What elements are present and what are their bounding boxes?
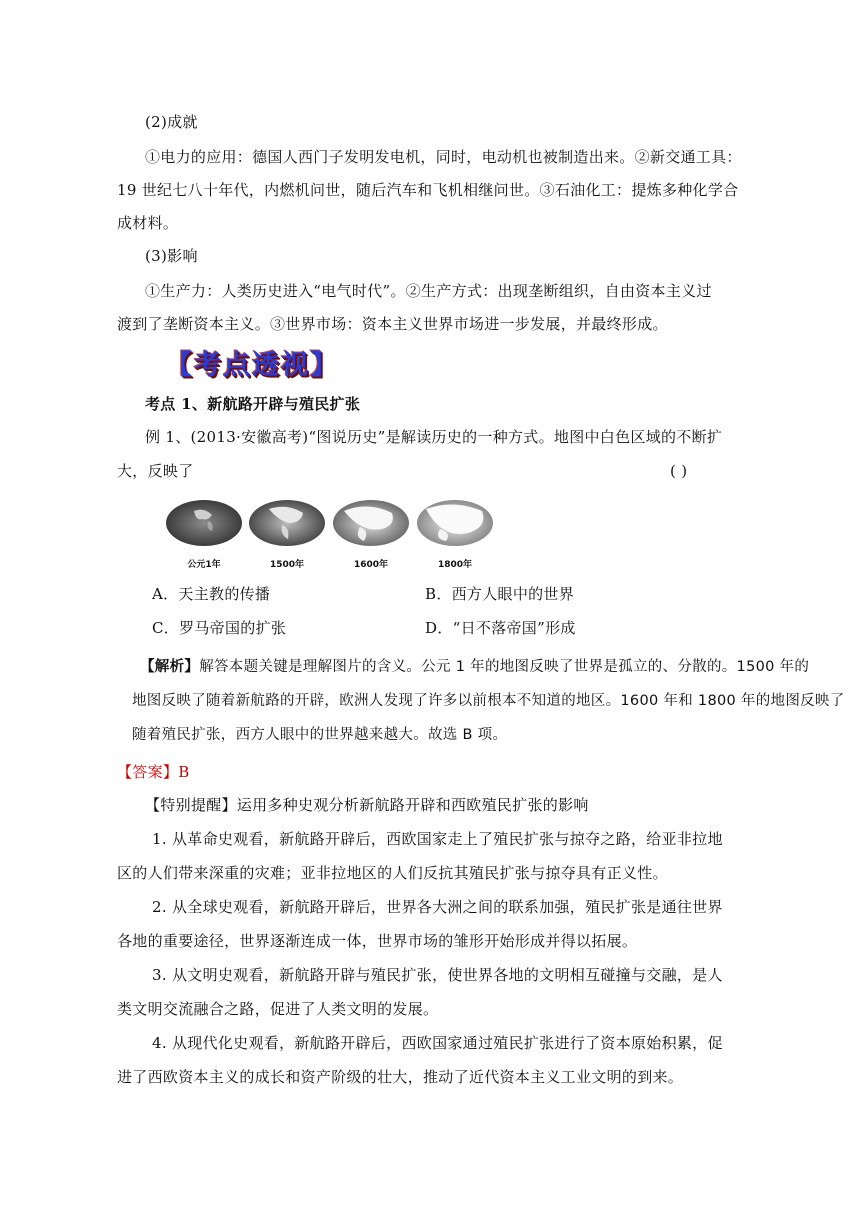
option-b: B．西方人眼中的世界 xyxy=(425,585,575,603)
section-heading-achievements: (2)成就 xyxy=(145,113,198,131)
option-a: A．天主教的传播 xyxy=(152,585,271,603)
answer-parentheses: ( ) xyxy=(670,462,688,480)
option-d: D．“日不落帝国”形成 xyxy=(425,619,576,637)
map-label: 1500年 xyxy=(269,560,305,570)
section-heading-impact: (3)影响 xyxy=(145,247,198,265)
answer-value: B xyxy=(178,763,190,781)
example-question-line: 大，反映了 xyxy=(117,462,194,480)
option-c: C．罗马帝国的扩张 xyxy=(152,619,287,637)
map-1-ad xyxy=(166,500,242,546)
analysis-line: 地图反映了随着新航路的开辟，欧洲人发现了许多以前根本不知道的地区。1600 年和 1800 年的地图反映了 xyxy=(132,693,845,709)
tip-item-1: 1. 从革命史观看，新航路开辟后，西欧国家走上了殖民扩张与掠夺之路，给亚非拉地 xyxy=(152,830,723,848)
tip-item-2: 2. 从全球史观看，新航路开辟后，世界各大洲之间的联系加强，殖民扩张是通往世界 xyxy=(152,898,723,916)
analysis-text: 解答本题关键是理解图片的含义。公元 1 年的地图反映了世界是孤立的、分散的。1500 年的 xyxy=(199,659,810,675)
paragraph-line: 19 世纪七八十年代，内燃机问世，随后汽车和飞机相继问世。③石油化工：提炼多种化学合 xyxy=(117,181,739,199)
tip-item-3: 3. 从文明史观看，新航路开辟与殖民扩张，使世界各地的文明相互碰撞与交融，是人 xyxy=(152,966,723,984)
world-maps-figure xyxy=(164,497,494,573)
example-question-line: 例 1、(2013·安徽高考)“图说历史”是解读历史的一种方式。地图中白色区域的不断扩 xyxy=(145,428,723,446)
map-4-1800 xyxy=(417,500,493,546)
paragraph-line: ①电力的应用：德国人西门子发明发电机，同时，电动机也被制造出来。②新交通工具： xyxy=(145,148,742,166)
paragraph-line: ①生产力：人类历史进入“电气时代”。②生产方式：出现垄断组织，自由资本主义过 xyxy=(145,282,712,300)
tip-item-1-cont: 区的人们带来深重的灾难；亚非拉地区的人们反抗其殖民扩张与掠夺具有正义性。 xyxy=(117,864,668,882)
topic-title: 考点 1、新航路开辟与殖民扩张 xyxy=(145,395,361,413)
tip-item-4-cont: 进了西欧资本主义的成长和资产阶级的壮大，推动了近代资本主义工业文明的到来。 xyxy=(117,1068,684,1086)
analysis-line: 随着殖民扩张，西方人眼中的世界越来越大。故选 B 项。 xyxy=(132,727,508,743)
paragraph-line: 渡到了垄断资本主义。③世界市场：资本主义世界市场进一步发展，并最终形成。 xyxy=(117,315,668,333)
paragraph-line: 成材料。 xyxy=(117,214,179,232)
map-2-1500 xyxy=(249,500,325,546)
analysis-tag: 【解析】 xyxy=(140,659,200,675)
section-banner: 【考点透视】 xyxy=(165,350,339,381)
answer-tag: 【答案】 xyxy=(117,763,179,781)
analysis-line xyxy=(140,657,809,677)
map-3-1600 xyxy=(333,500,409,546)
tip-item-2-cont: 各地的重要途径，世界逐渐连成一体，世界市场的雏形开始形成并得以拓展。 xyxy=(117,932,638,950)
map-label: 公元1年 xyxy=(187,560,221,570)
tip-item-3-cont: 类文明交流融合之路，促进了人类文明的发展。 xyxy=(117,1000,439,1018)
map-label: 1600年 xyxy=(353,560,389,570)
tip-heading: 【特别提醒】运用多种史观分析新航路开辟和西欧殖民扩张的影响 xyxy=(145,796,589,814)
answer-line xyxy=(117,762,190,782)
map-label: 1800年 xyxy=(437,560,473,570)
tip-item-4: 4. 从现代化史观看，新航路开辟后，西欧国家通过殖民扩张进行了资本原始积累，促 xyxy=(152,1034,723,1052)
